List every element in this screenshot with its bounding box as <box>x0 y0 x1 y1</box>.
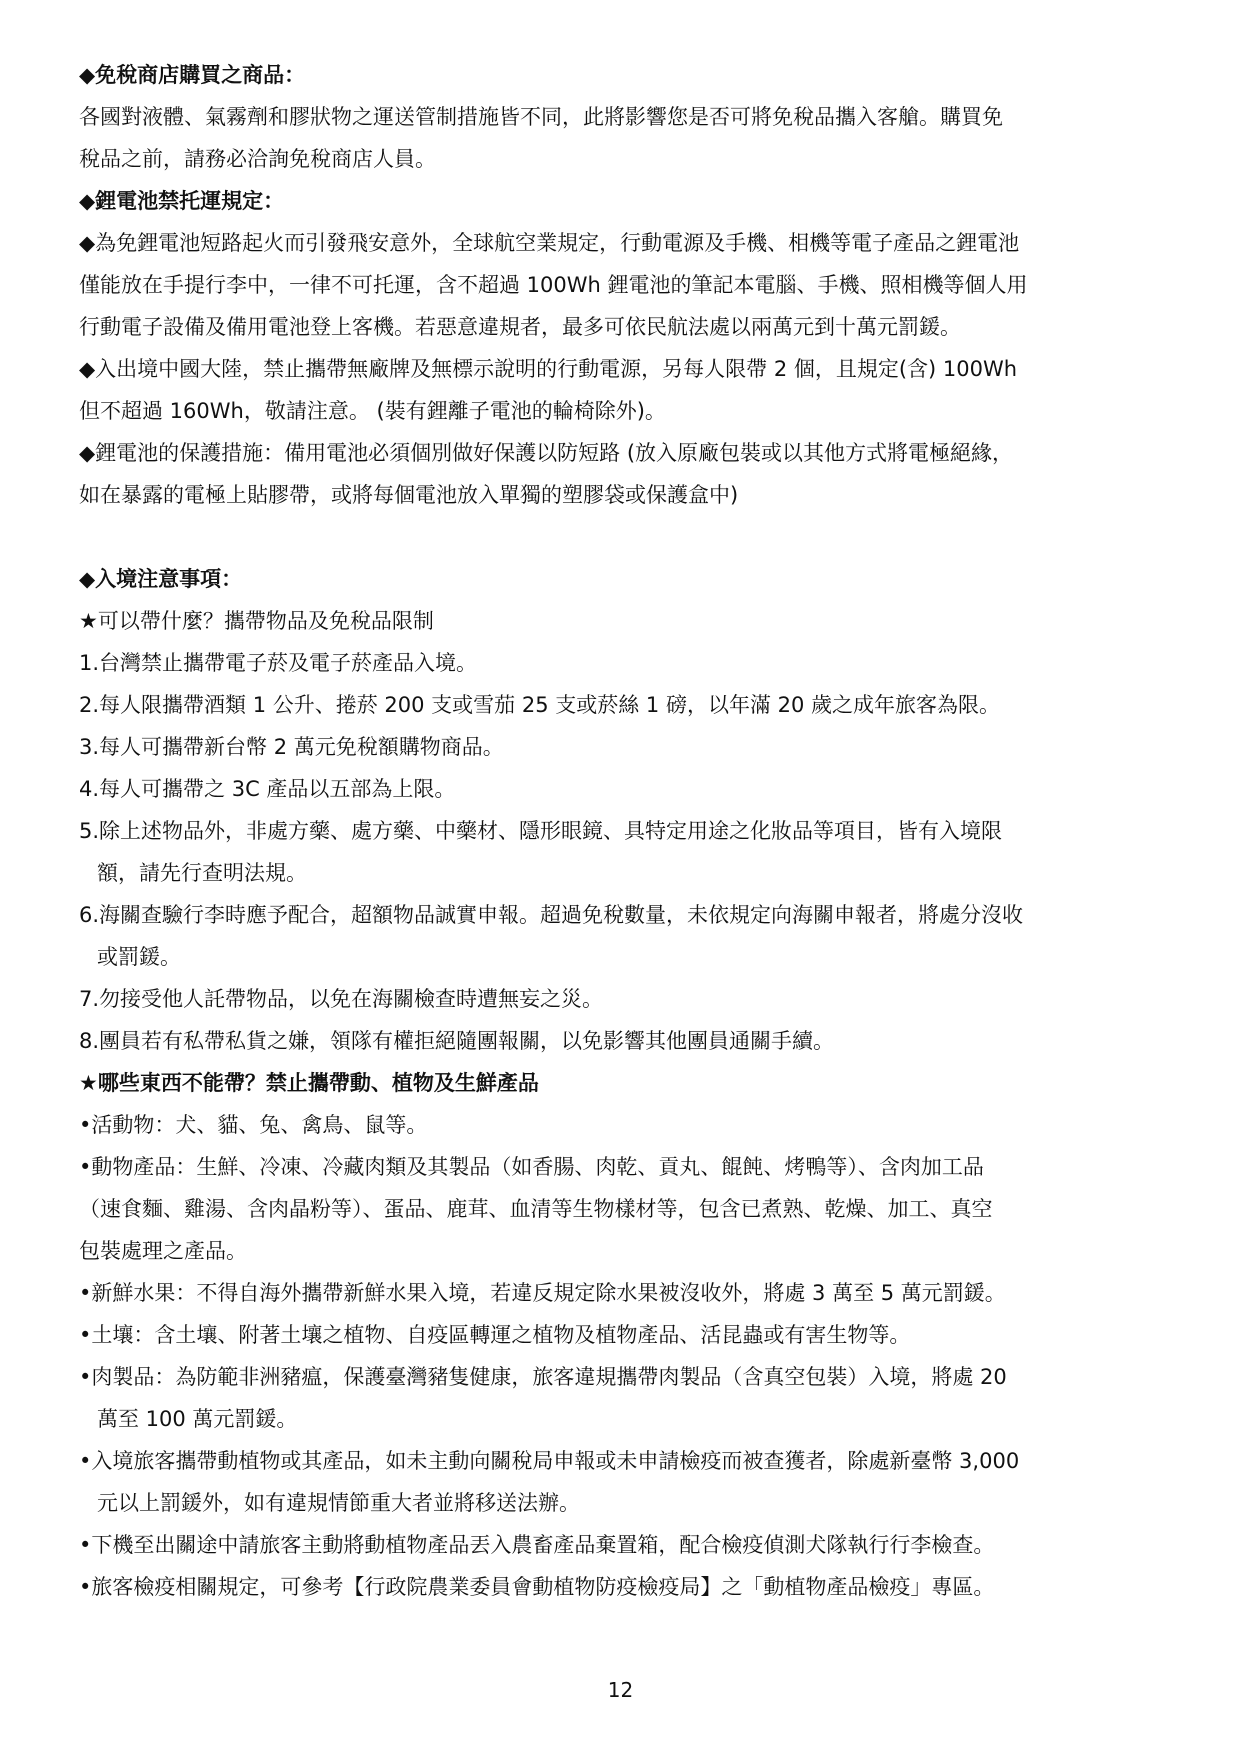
page-number: 12 <box>607 1678 634 1702</box>
bullet-item: •入境旅客攜帶動植物或其產品，如未主動向關稅局申報或未申請檢疫而被查獲者，除處新臺幣 3,000 <box>79 1449 1020 1473</box>
bullet-item: •土壤：含土壤、附著土壤之植物、自疫區轉運之植物及植物產品、活昆蟲或有害生物等。 <box>79 1323 911 1347</box>
bullet-item: •下機至出關途中請旅客主動將動植物產品丟入農畜產品棄置箱，配合檢疫偵測犬隊執行行李檢查。 <box>79 1533 995 1557</box>
numbered-item: 7.勿接受他人託帶物品，以免在海關檢查時遭無妄之災。 <box>79 987 604 1011</box>
numbered-item: 4.每人可攜帶之 3C 產品以五部為上限。 <box>79 777 456 801</box>
lithium-item-2-line: 但不超過 160Wh，敬請注意。 (裝有鋰離子電池的輪椅除外)。 <box>79 399 666 423</box>
bullet-item: •旅客檢疫相關規定，可參考【行政院農業委員會動植物防疫檢疫局】之「動植物產品檢疫」專區。 <box>79 1575 995 1599</box>
duty-free-line: 稅品之前，請務必洽詢免稅商店人員。 <box>79 147 436 171</box>
entry-heading: ◆入境注意事項： <box>79 567 243 591</box>
lithium-heading: ◆鋰電池禁托運規定： <box>79 189 285 213</box>
numbered-item-continuation: 額，請先行查明法規。 <box>97 861 307 885</box>
bullet-item-continuation: （速食麵、雞湯、含肉晶粉等）、蛋品、鹿茸、血清等生物樣材等，包含已煮熟、乾燥、加工、真空 <box>79 1197 993 1221</box>
bullet-item-continuation: 元以上罰鍰外，如有違規情節重大者並將移送法辦。 <box>97 1491 580 1515</box>
page-content <box>79 54 1199 1608</box>
allowed-items-subheading: ★可以帶什麼？攜帶物品及免稅品限制 <box>79 609 434 633</box>
lithium-item-3-line: 如在暴露的電極上貼膠帶，或將每個電池放入單獨的塑膠袋或保護盒中) <box>79 483 739 507</box>
bullet-item: •活動物：犬、貓、兔、禽鳥、鼠等。 <box>79 1113 428 1137</box>
numbered-item: 1.台灣禁止攜帶電子菸及電子菸產品入境。 <box>79 651 478 675</box>
numbered-item-continuation: 或罰鍰。 <box>97 945 181 969</box>
lithium-item-3-line: ◆鋰電池的保護措施：備用電池必須個別做好保護以防短路 (放入原廠包裝或以其他方式將電極絕緣， <box>79 441 1014 465</box>
duty-free-heading: ◆免稅商店購買之商品： <box>79 63 306 87</box>
lithium-item-2-line: ◆入出境中國大陸，禁止攜帶無廠牌及無標示說明的行動電源，另每人限帶 2 個，且規定(含) 100Wh <box>79 357 1018 381</box>
bullet-item-continuation: 萬至 100 萬元罰鍰。 <box>97 1407 298 1431</box>
lithium-item-1-line: 行動電子設備及備用電池登上客機。若惡意違規者，最多可依民航法處以兩萬元到十萬元罰鍰。 <box>79 315 961 339</box>
prohibited-items-subheading: ★哪些東西不能帶？禁止攜帶動、植物及生鮮產品 <box>79 1071 539 1095</box>
numbered-item: 5.除上述物品外，非處方藥、處方藥、中藥材、隱形眼鏡、具特定用途之化妝品等項目，皆有入境限 <box>79 819 1003 843</box>
numbered-item: 2.每人限攜帶酒類 1 公升、捲菸 200 支或雪茄 25 支或菸絲 1 磅，以年滿 20 歲之成年旅客為限。 <box>79 693 1001 717</box>
bullet-item: •肉製品：為防範非洲豬瘟，保護臺灣豬隻健康，旅客違規攜帶肉製品（含真空包裝）入境，將處 20 <box>79 1365 1007 1389</box>
numbered-item: 3.每人可攜帶新台幣 2 萬元免稅額購物商品。 <box>79 735 504 759</box>
numbered-item: 6.海關查驗行李時應予配合，超額物品誠實申報。超過免稅數量，未依規定向海關申報者，將處分沒收 <box>79 903 1024 927</box>
bullet-item-continuation: 包裝處理之產品。 <box>79 1239 247 1263</box>
numbered-item: 8.團員若有私帶私貨之嫌，領隊有權拒絕隨團報關，以免影響其他團員通關手續。 <box>79 1029 835 1053</box>
section-spacer <box>79 516 1199 558</box>
bullet-item: •新鮮水果：不得自海外攜帶新鮮水果入境，若違反規定除水果被沒收外，將處 3 萬至 5 萬元罰鍰。 <box>79 1281 1006 1305</box>
bullet-item: •動物產品：生鮮、冷凍、冷藏肉類及其製品（如香腸、肉乾、貢丸、餛飩、烤鴨等）、含肉加工品 <box>79 1155 984 1179</box>
lithium-item-1-line: 僅能放在手提行李中，一律不可托運，含不超過 100Wh 鋰電池的筆記本電腦、手機、照相機等個人用 <box>79 273 1028 297</box>
duty-free-line: 各國對液體、氣霧劑和膠狀物之運送管制措施皆不同，此將影響您是否可將免稅品攜入客艙。購買免 <box>79 105 1003 129</box>
lithium-item-1-line: ◆為免鋰電池短路起火而引發飛安意外，全球航空業規定，行動電源及手機、相機等電子產品之鋰電池 <box>79 231 1020 255</box>
